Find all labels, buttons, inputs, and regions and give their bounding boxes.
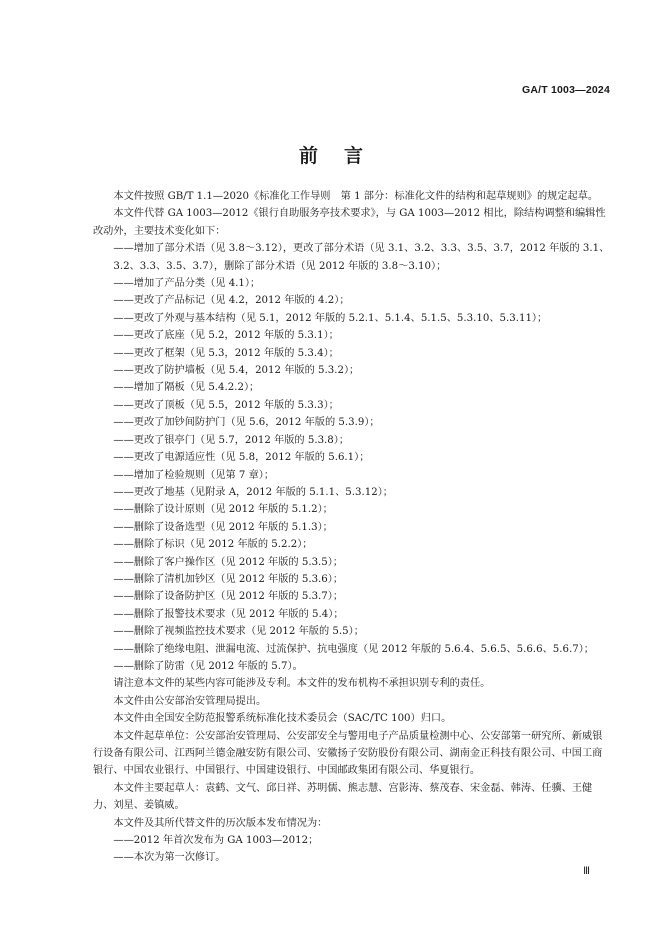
paragraph: 本文件主要起草人：袁鹤、文气、邱日祥、苏明儒、熊志慧、宫影涛、蔡茂春、宋金磊、韩涛、任骥、王健力、刘星、姜镇威。 (93, 782, 593, 812)
standard-code: GA/T 1003—2024 (521, 84, 610, 96)
list-item: ——删除了清机加钞区（见 2012 年版的 5.3.6）； (113, 573, 344, 585)
list-item: ——删除了设备选型（见 2012 年版的 5.1.3）； (113, 521, 333, 533)
list-item: ——2012 年首次发布为 GA 1003—2012； (113, 835, 319, 847)
list-item: ——删除了设备防护区（见 2012 年版的 5.3.7）； (113, 591, 344, 603)
list-item: ——本次为第一次修订。 (113, 852, 226, 864)
list-item: ——更改了电源适应性（见 5.8，2012 年版的 5.6.1）； (113, 452, 370, 464)
list-item: ——删除了绝缘电阻、泄漏电流、过流保护、抗电强度（见 2012 年版的 5.6.4、5.6.5、5.6.6、5.6.7）； (113, 643, 594, 655)
list-item: ——更改了地基（见附录 A，2012 年版的 5.1.1、5.3.12）； (113, 486, 393, 498)
paragraph: 本文件起草单位：公安部治安管理局、公安部安全与警用电子产品质量检测中心、公安部第一研究所、新威银行设备有限公司、江西阿兰德金融安防有限公司、安徽扬子安防股份有限公司、湖南金正科技有限公司、中国工商银行、中国农业银行、中国银行、中国建设银行、中国邮政集团有限公司、华夏银行。 (93, 730, 603, 777)
paragraph: 本文件按照 GB/T 1.1—2020《标准化工作导则 第 1 部分：标准化文件的结构和起草规则》的规定起草。 (113, 191, 599, 202)
list-item: ——删除了客户操作区（见 2012 年版的 5.3.5）； (113, 556, 344, 568)
paragraph: 本文件及其所代替文件的历次版本发布情况为： (113, 817, 328, 829)
list-item: ——删除了防雷（见 2012 年版的 5.7）。 (113, 660, 303, 672)
foreword-body (93, 188, 610, 867)
list-item: ——更改了外观与基本结构（见 5.1，2012 年版的 5.2.1、5.1.4、5.1.5、5.3.10、5.3.11）； (113, 312, 548, 324)
paragraph: 请注意本文件的某些内容可能涉及专利。本文件的发布机构不承担识别专利的责任。 (113, 678, 491, 690)
list-item: ——删除了报警技术要求（见 2012 年版的 5.4）； (113, 608, 344, 620)
list-item: ——更改了框架（见 5.3，2012 年版的 5.3.4）； (113, 347, 339, 359)
history-list (93, 832, 610, 867)
paragraph: 本文件由公安部治安管理局提出。 (113, 695, 267, 707)
paragraph: 本文件由全国安全防范报警系统标准化技术委员会（SAC/TC 100）归口。 (113, 713, 452, 725)
list-item: ——增加了产品分类（见 4.1）； (113, 278, 261, 290)
list-item: ——删除了视频监控技术要求（见 2012 年版的 5.5）； (113, 626, 364, 638)
list-item: ——更改了银亭门（见 5.7，2012 年版的 5.3.8）； (113, 434, 350, 446)
changes-list (93, 240, 610, 675)
list-item: ——增加了检验规则（见第 7 章）； (113, 469, 275, 481)
list-item: ——更改了加钞间防护门（见 5.6，2012 年版的 5.3.9）； (113, 417, 380, 429)
list-item: ——更改了底座（见 5.2，2012 年版的 5.3.1）； (113, 330, 339, 342)
paragraph: 本文件代替 GA 1003—2012《银行自助服务亭技术要求》，与 GA 1003—2012 相比，除结构调整和编辑性改动外，主要技术变化如下： (93, 208, 606, 237)
page-title: 前言 (298, 145, 389, 167)
list-item: ——更改了产品标记（见 4.2，2012 年版的 4.2）； (113, 295, 350, 307)
list-item: ——更改了顶板（见 5.5，2012 年版的 5.3.3）； (113, 399, 339, 411)
list-item: ——增加了隔板（见 5.4.2.2）； (113, 382, 260, 394)
list-item: ——删除了设计原则（见 2012 年版的 5.1.2）； (113, 504, 333, 516)
list-item: ——更改了防护墙板（见 5.4，2012 年版的 5.3.2）； (113, 365, 360, 377)
list-item: ——删除了标识（见 2012 年版的 5.2.2）； (113, 539, 313, 551)
list-item: ——增加了部分术语（见 3.8～3.12），更改了部分术语（见 3.1、3.2、3.3、3.5、3.7，2012 年版的 3.1、3.2、3.3、3.5、3.7），删除了部分术语（见 2012 年版的 3.8～3.10）； (113, 243, 610, 272)
page-number: Ⅲ (583, 866, 590, 877)
